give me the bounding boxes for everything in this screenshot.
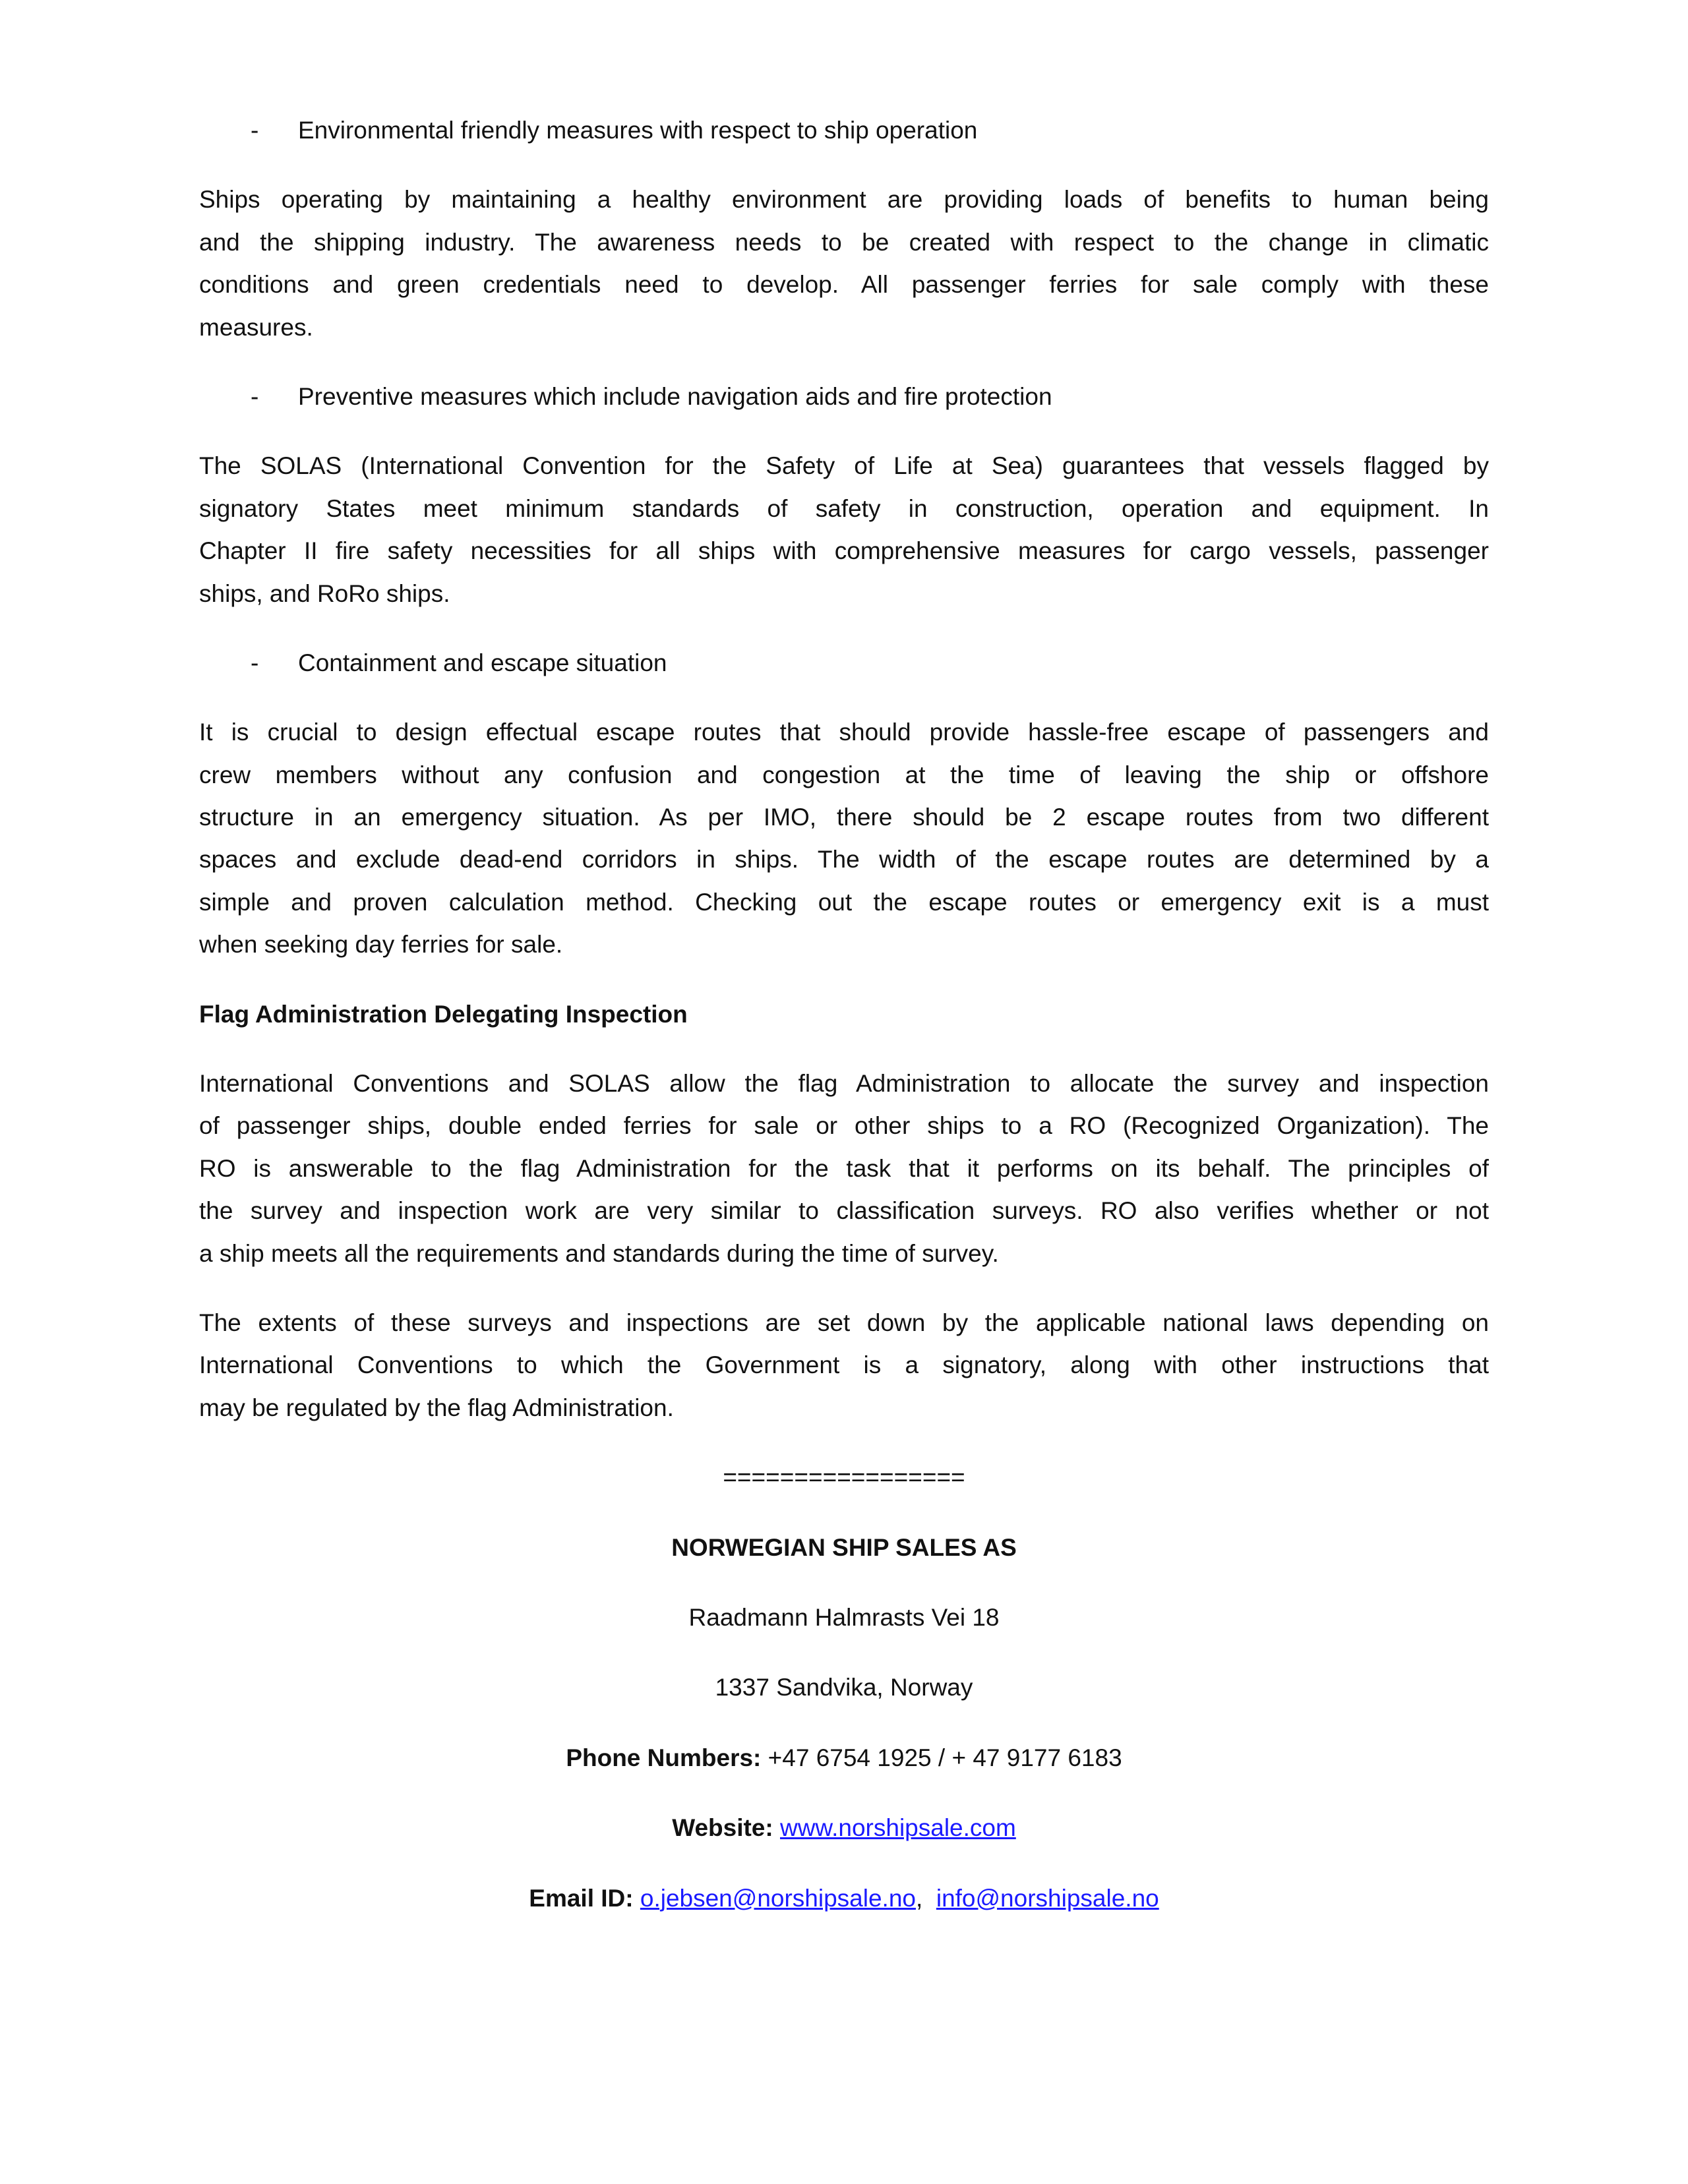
paragraph-line: RO is answerable to the flag Administration for the task that it performs on its behalf. The principles of [199, 1154, 1489, 1182]
paragraph-escape [199, 711, 1489, 966]
paragraph-line: Ships operating by maintaining a healthy environment are providing loads of benefits to human being [199, 186, 1489, 214]
paragraph-line: ships, and RoRo ships. [199, 579, 450, 607]
email-separator: , [916, 1884, 923, 1912]
paragraph-line: a ship meets all the requirements and standards during the time of survey. [199, 1239, 999, 1267]
address-city: 1337 Sandvika, Norway [715, 1674, 973, 1701]
separator: ================= [723, 1463, 965, 1491]
paragraph-extents [199, 1302, 1489, 1429]
paragraph-line: the survey and inspection work are very similar to classification surveys. RO also verifies whether or not [199, 1197, 1489, 1225]
bullet-item [199, 642, 1489, 684]
paragraph-line: crew members without any confusion and congestion at the time of leaving the ship or offshore [199, 761, 1489, 788]
address-street: Raadmann Halmrasts Vei 18 [688, 1603, 1000, 1631]
paragraph-environment [199, 179, 1489, 349]
bullet-text: Containment and escape situation [298, 649, 667, 676]
paragraph-line: It is crucial to design effectual escape routes that should provide hassle-free escape of passengers and [199, 719, 1489, 746]
email-link-jebsen[interactable]: o.jebsen@norshipsale.no [640, 1884, 916, 1912]
company-name-text: NORWEGIAN SHIP SALES AS [671, 1533, 1017, 1561]
document-page [199, 109, 1489, 1947]
paragraph-line: simple and proven calculation method. Checking out the escape routes or emergency exit is a must [199, 888, 1489, 916]
bullet-dash: - [251, 382, 259, 410]
paragraph-line: and the shipping industry. The awareness needs to be created with respect to the change in climatic [199, 228, 1489, 256]
email-link-info[interactable]: info@norshipsale.no [936, 1884, 1159, 1912]
phone-label: Phone Numbers: [566, 1744, 762, 1771]
paragraph-line: International Conventions to which the Government is a signatory, along with other instructions that [199, 1351, 1489, 1379]
paragraph-line: Chapter II fire safety necessities for all ships with comprehensive measures for cargo vessels, passenger [199, 537, 1489, 565]
bullet-item [199, 109, 1489, 152]
website-label: Website: [672, 1814, 773, 1842]
paragraph-line: of passenger ships, double ended ferries for sale or other ships to a RO (Recognized Organization). The [199, 1112, 1489, 1140]
bullet-dash: - [251, 117, 259, 144]
paragraph-line: signatory States meet minimum standards of safety in construction, operation and equipment. In [199, 494, 1489, 522]
paragraph-line: spaces and exclude dead-end corridors in ships. The width of the escape routes are determined by a [199, 846, 1489, 873]
paragraph-line: measures. [199, 313, 313, 341]
email-label: Email ID: [529, 1884, 634, 1912]
bullet-item [199, 376, 1489, 418]
phone-line [199, 1737, 1489, 1779]
bullet-text: Preventive measures which include navigation aids and fire protection [298, 382, 1052, 410]
section-heading: Flag Administration Delegating Inspection [199, 1000, 688, 1028]
paragraph-line: The extents of these surveys and inspections are set down by the applicable national laws depending on [199, 1309, 1489, 1336]
paragraph-line: may be regulated by the flag Administration. [199, 1394, 674, 1421]
paragraph-flag-admin [199, 1063, 1489, 1275]
company-name [199, 1527, 1489, 1569]
paragraph-line: The SOLAS (International Convention for the Safety of Life at Sea) guarantees that vessels flagged by [199, 452, 1489, 480]
email-line [199, 1877, 1489, 1920]
phone-value: +47 6754 1925 / + 47 9177 6183 [768, 1744, 1122, 1771]
website-link[interactable]: www.norshipsale.com [779, 1814, 1016, 1842]
paragraph-line: conditions and green credentials need to develop. All passenger ferries for sale comply with these [199, 271, 1489, 299]
paragraph-line: structure in an emergency situation. As per IMO, there should be 2 escape routes from two different [199, 804, 1489, 831]
website-line [199, 1807, 1489, 1849]
paragraph-line: International Conventions and SOLAS allow the flag Administration to allocate the survey and inspection [199, 1070, 1489, 1098]
bullet-text: Environmental friendly measures with respect to ship operation [298, 117, 978, 144]
paragraph-solas [199, 445, 1489, 615]
paragraph-line: when seeking day ferries for sale. [199, 931, 563, 959]
bullet-dash: - [251, 649, 259, 676]
